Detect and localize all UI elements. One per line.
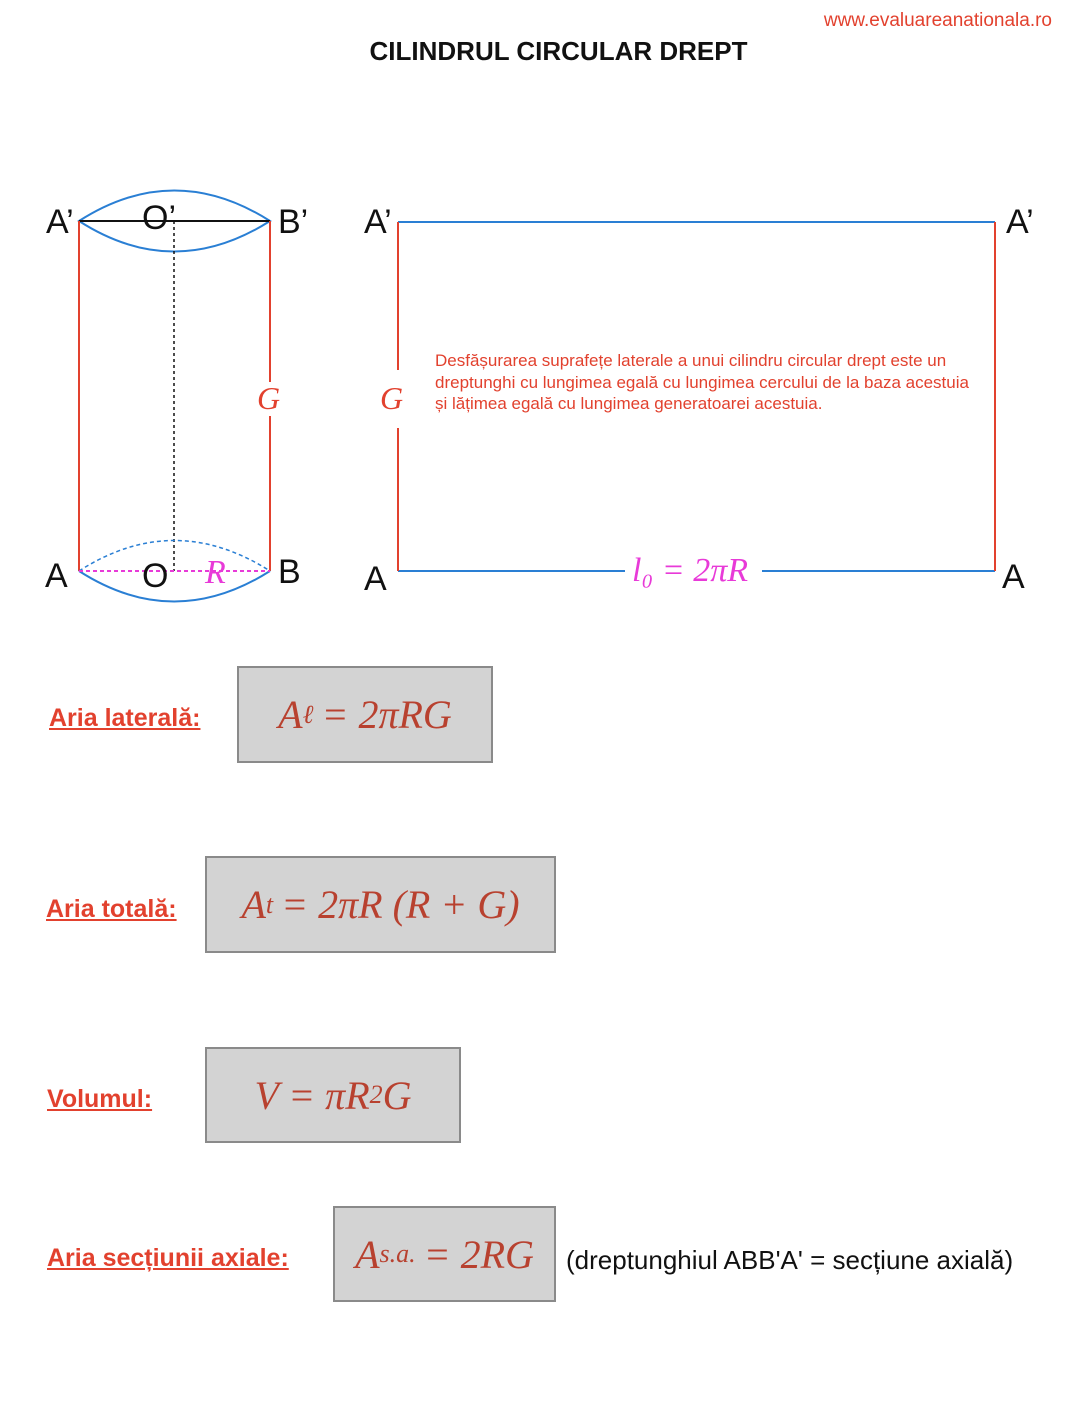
dev-label-bottom-right: A bbox=[1002, 558, 1025, 596]
axial-section-formula bbox=[333, 1206, 556, 1302]
label-a-prime: A’ bbox=[46, 203, 74, 241]
total-sub: t bbox=[265, 889, 274, 919]
dev-label-top-right: A’ bbox=[1006, 203, 1034, 241]
axial-lhs: A bbox=[355, 1231, 380, 1277]
label-a: A bbox=[45, 557, 68, 595]
label-o: O bbox=[142, 557, 169, 595]
lateral-lhs: A bbox=[278, 692, 303, 737]
volume-formula bbox=[205, 1047, 461, 1143]
label-r: R bbox=[205, 554, 226, 591]
total-area-label: Aria totală: bbox=[46, 895, 177, 923]
axial-rhs: = 2RG bbox=[423, 1231, 534, 1277]
lateral-area-label: Aria laterală: bbox=[49, 704, 201, 732]
axial-section-note: (dreptunghiul ABB'A' = secțiune axială) bbox=[566, 1245, 1014, 1275]
cylinder-diagrams bbox=[0, 0, 1080, 640]
volume-sup: 2 bbox=[369, 1080, 383, 1109]
total-rhs: = 2πR (R + G) bbox=[281, 882, 520, 927]
volume-label: Volumul: bbox=[47, 1085, 153, 1113]
bottom-base-front bbox=[79, 571, 270, 602]
volume-lhs: V = πR bbox=[254, 1072, 370, 1118]
page-title: CILINDRUL CIRCULAR DREPT bbox=[369, 36, 748, 66]
label-b: B bbox=[278, 553, 301, 591]
development-description: Desfășurarea suprafețe laterale a unui cilindru circular drept este un dreptunghi cu lungimea egală cu lungimea cercului de la baza acestuia și lățimea egală cu lungimea generatoarei acestuia. bbox=[435, 351, 969, 413]
dev-label-top-left: A’ bbox=[364, 203, 392, 241]
lateral-area-formula bbox=[237, 666, 493, 763]
dev-label-width: l₀ = 2πR bbox=[632, 552, 749, 589]
volume-rhs: G bbox=[382, 1072, 412, 1118]
label-g-cylinder: G bbox=[257, 380, 281, 416]
lateral-sub: ℓ bbox=[302, 699, 314, 729]
lateral-rhs: = 2πRG bbox=[321, 692, 452, 737]
dev-label-bottom-left: A bbox=[364, 560, 387, 598]
total-area-formula bbox=[205, 856, 556, 953]
label-b-prime: B’ bbox=[278, 203, 309, 241]
total-lhs: A bbox=[241, 882, 266, 927]
label-o-prime: O’ bbox=[142, 199, 176, 237]
axial-section-label: Aria secțiunii axiale: bbox=[47, 1244, 289, 1272]
dev-label-g: G bbox=[380, 380, 404, 416]
axial-sub: s.a. bbox=[379, 1239, 416, 1268]
site-url: www.evaluareanationala.ro bbox=[823, 10, 1052, 31]
